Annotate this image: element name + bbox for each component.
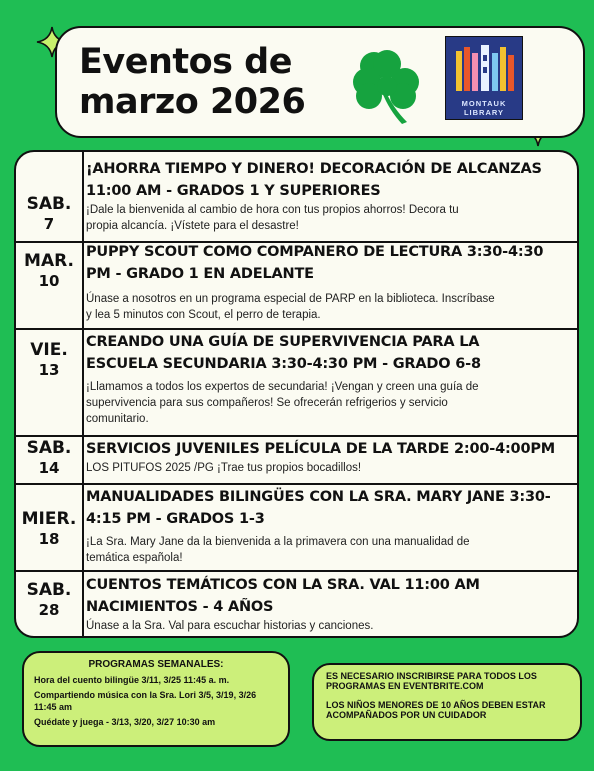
event-day: 13 — [38, 361, 60, 379]
event-title: SERVICIOS JUVENILES PELÍCULA DE LA TARDE 2:00-4:00PM — [86, 441, 555, 457]
event-date — [16, 340, 82, 380]
event-weekday: MAR. — [24, 251, 74, 271]
event-description: ¡La Sra. Mary Jane da la bienvenida a la primavera con una manualidad de — [86, 536, 470, 548]
event-content — [86, 486, 569, 566]
event-description: LOS PITUFOS 2025 /PG ¡Trae tus propios bocadillos! — [86, 462, 362, 474]
event-description: propia alcancía. ¡Vístete para el desastre! — [86, 220, 299, 232]
registration-note: ES NECESARIO INSCRIBIRSE PARA TODOS LOS PROGRAMAS EN EVENTBRITE.COM — [326, 671, 537, 691]
event-title: ¡AHORRA TIEMPO Y DINERO! DECORACIÓN DE ALCANZAS — [86, 161, 542, 177]
event-description: ¡Dale la bienvenida al cambio de hora con tus propios ahorros! Decora tu — [86, 204, 459, 216]
weekly-programs-box — [22, 651, 290, 747]
supervision-note: LOS NIÑOS MENORES DE 10 AÑOS DEBEN ESTAR ACOMPAÑADOS POR UN CUIDADOR — [326, 700, 546, 720]
event-day: 7 — [43, 215, 55, 233]
event-content — [86, 574, 569, 634]
events-list — [14, 150, 579, 638]
event-day: 28 — [38, 601, 60, 619]
logo-line-1: MONTAUK — [461, 99, 507, 108]
logo-line-2: LIBRARY — [463, 108, 505, 117]
weekly-program-item: Quédate y juega - 3/13, 3/20, 3/27 10:30 am — [34, 717, 216, 727]
event-date — [16, 251, 82, 291]
event-weekday: SAB. — [26, 580, 72, 600]
event-weekday: SAB. — [26, 194, 72, 214]
event-description: comunitario. — [86, 413, 149, 425]
event-title: PM - GRADO 1 EN ADELANTE — [86, 266, 314, 282]
event-row — [16, 435, 577, 485]
weekly-program-item: Hora del cuento bilingüe 3/11, 3/25 11:45 a. m. — [34, 675, 230, 685]
event-description: Únase a la Sra. Val para escuchar historias y canciones. — [86, 620, 374, 632]
event-title: CUENTOS TEMÁTICOS CON LA SRA. VAL 11:00 AM — [86, 577, 480, 593]
library-logo-icon — [454, 43, 516, 95]
event-row — [16, 152, 577, 243]
event-date — [16, 580, 82, 620]
event-title: NACIMIENTOS - 4 AÑOS — [86, 599, 274, 615]
event-date — [16, 438, 82, 478]
event-content — [86, 158, 569, 234]
page-title — [79, 42, 305, 122]
event-row — [16, 328, 577, 437]
library-logo — [445, 36, 523, 120]
title-line-2: marzo 2026 — [79, 82, 306, 122]
event-title: 4:15 PM - GRADOS 1-3 — [86, 511, 265, 527]
event-row — [16, 483, 577, 572]
event-content — [86, 241, 569, 323]
event-description: supervivencia para sus compañeros! Se ofrecerán refrigerios y servicio — [86, 397, 448, 409]
shamrock-icon — [347, 46, 427, 126]
weekly-programs-title: PROGRAMAS SEMANALES: — [88, 659, 224, 670]
registration-notes-box — [312, 663, 582, 741]
event-description: Únase a nosotros en un programa especial de PARP en la biblioteca. Inscríbase — [86, 293, 495, 305]
weekly-program-item: Compartiendo música con la Sra. Lori 3/5, 3/19, 3/26 11:45 am — [34, 690, 257, 712]
event-row — [16, 570, 577, 638]
event-weekday: MIER. — [21, 509, 77, 529]
event-day: 10 — [38, 272, 60, 290]
event-title: 11:00 AM - GRADOS 1 Y SUPERIORES — [86, 183, 381, 199]
event-day: 14 — [38, 459, 60, 477]
event-description: ¡Llamamos a todos los expertos de secundaria! ¡Vengan y creen una guía de — [86, 381, 479, 393]
event-date — [16, 509, 82, 549]
event-title: PUPPY SCOUT COMO COMPANERO DE LECTURA 3:30-4:30 — [86, 244, 544, 260]
event-day: 18 — [38, 530, 60, 548]
title-banner — [55, 26, 585, 138]
event-title: CREANDO UNA GUÍA DE SUPERVIVENCIA PARA LA — [86, 334, 480, 350]
event-title: MANUALIDADES BILINGÜES CON LA SRA. MARY JANE 3:30- — [86, 489, 551, 505]
event-content — [86, 331, 569, 427]
event-content — [86, 438, 569, 476]
event-date — [16, 194, 82, 234]
event-row — [16, 241, 577, 330]
event-description: y lea 5 minutos con Scout, el perro de terapia. — [86, 309, 321, 321]
event-weekday: SAB. — [26, 438, 72, 458]
event-weekday: VIE. — [30, 340, 68, 360]
title-line-1: Eventos de — [79, 42, 292, 82]
event-title: ESCUELA SECUNDARIA 3:30-4:30 PM - GRADO 6-8 — [86, 356, 481, 372]
event-description: temática española! — [86, 552, 183, 564]
